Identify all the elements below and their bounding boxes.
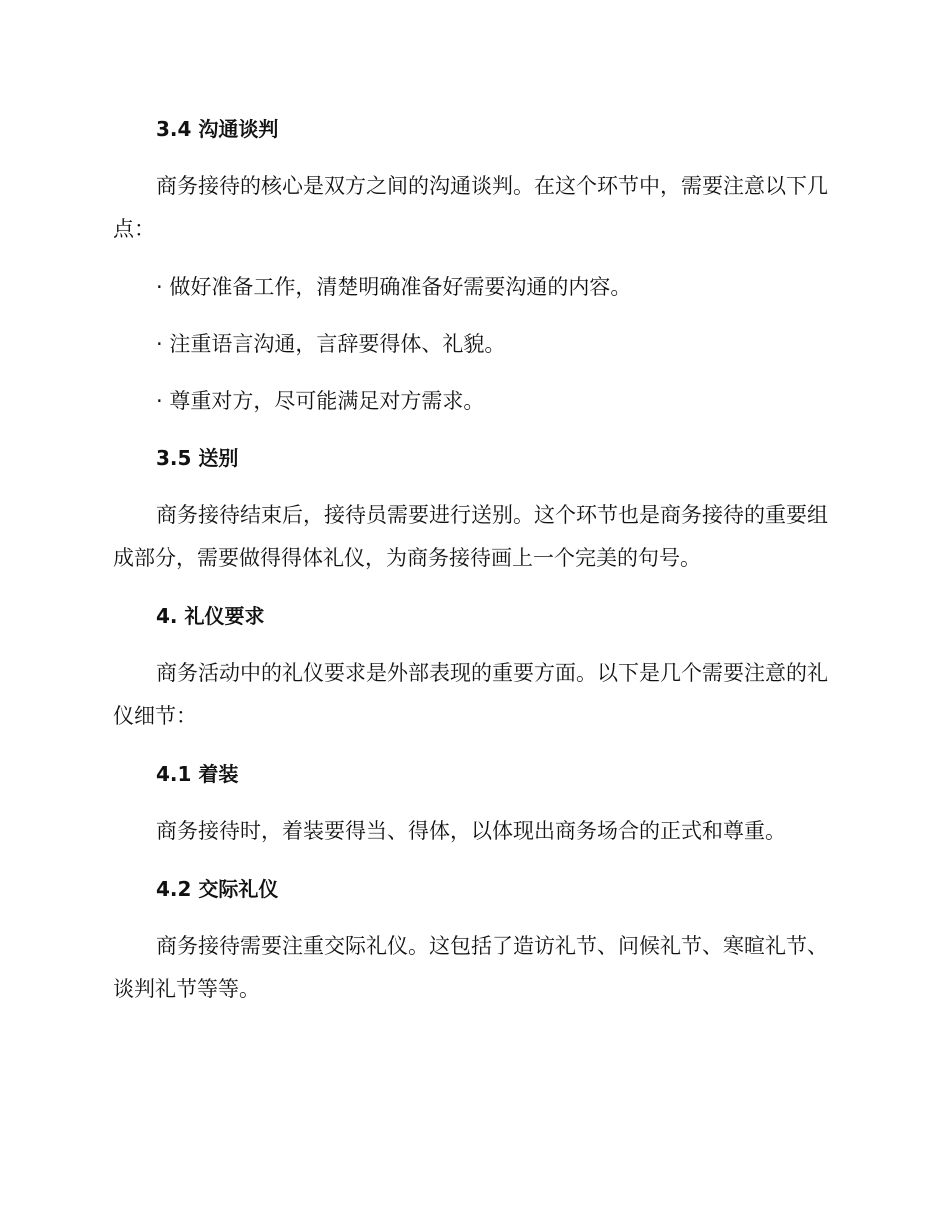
section-heading-4: 4. 礼仪要求 — [156, 604, 265, 628]
bullet-item-preparation: · 做好准备工作，清楚明确准备好需要沟通的内容。 — [156, 275, 632, 299]
section-heading-3-4: 3.4 沟通谈判 — [156, 117, 279, 141]
section-heading-3-5: 3.5 送别 — [156, 446, 239, 470]
paragraph-negotiation-intro: 商务接待的核心是双方之间的沟通谈判。在这个环节中，需要注意以下几点： — [113, 174, 828, 241]
section-heading-4-1: 4.1 着装 — [156, 762, 239, 786]
paragraph-etiquette-intro: 商务活动中的礼仪要求是外部表现的重要方面。以下是几个需要注意的礼仪细节： — [113, 661, 828, 728]
paragraph-attire: 商务接待时，着装要得当、得体，以体现出商务场合的正式和尊重。 — [156, 819, 786, 843]
paragraph-social-etiquette: 商务接待需要注重交际礼仪。这包括了造访礼节、问候礼节、寒暄礼节、谈判礼节等等。 — [113, 934, 828, 1001]
paragraph-farewell: 商务接待结束后，接待员需要进行送别。这个环节也是商务接待的重要组成部分，需要做得得体礼仪，为商务接待画上一个完美的句号。 — [113, 503, 828, 570]
document-body — [113, 108, 833, 1026]
bullet-item-respect: · 尊重对方，尽可能满足对方需求。 — [156, 389, 485, 413]
section-heading-4-2: 4.2 交际礼仪 — [156, 877, 279, 901]
bullet-item-language: · 注重语言沟通，言辞要得体、礼貌。 — [156, 332, 506, 356]
